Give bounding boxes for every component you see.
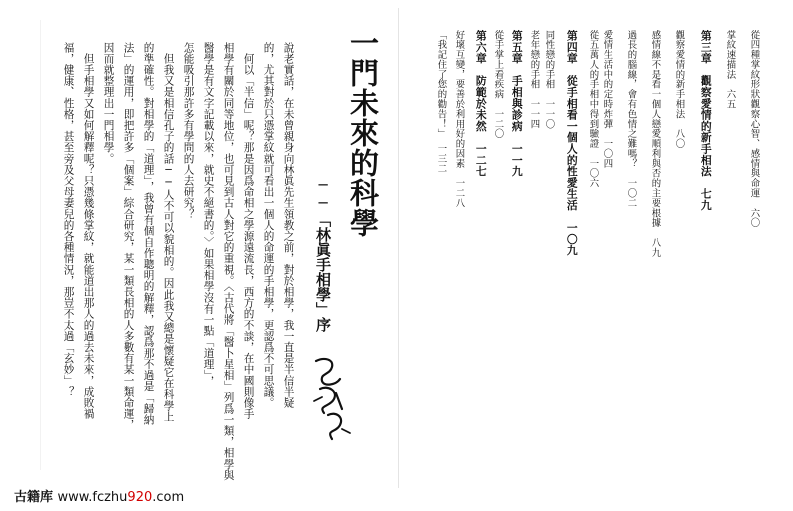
chapter-label: 第三章	[699, 30, 713, 64]
body-column: 但手相學又如何解釋呢？只憑幾條掌紋，就能道出那人的過去未來，成敗禍	[82, 42, 95, 420]
chapter-title: 觀察愛情的新手相法 七九	[699, 75, 713, 211]
page-edge	[40, 20, 41, 470]
body-column: 福，健康、性格，甚至旁及父母妻兒的各種情況，那豈不太過「玄妙」？	[62, 42, 75, 398]
toc-item: 掌紋速描法 六五	[724, 30, 736, 110]
url-accent: 920	[127, 490, 153, 505]
toc-chapter	[566, 30, 577, 256]
body-column: 說老實話，在未曾親身向林眞先生領教之前，對於相學，我一直是半信半疑	[282, 42, 295, 409]
site-footer	[14, 486, 184, 506]
author-signature	[306, 355, 356, 445]
site-name: 古籍库	[14, 490, 54, 505]
toc-item: 感情線不是看一個人戀愛順利與否的主要根據 八九	[649, 30, 661, 258]
url-suffix: .com	[152, 490, 185, 505]
chapter-label: 第四章	[565, 30, 579, 64]
toc-item: 同性戀的手相 一一〇	[543, 30, 555, 129]
site-url[interactable]	[58, 490, 185, 505]
body-column: 法」的運用，即把許多「個案」綜合研究，某一類長相的人多數有某一類命運，	[122, 42, 135, 431]
body-column: 因而就整理出一門相學。	[102, 42, 115, 165]
book-fold	[398, 8, 399, 488]
chapter-label: 第五章	[510, 30, 524, 64]
preface-title: 一門未來的科學	[346, 28, 380, 238]
chapter-label: 第六章	[474, 30, 488, 64]
preface-label: 序	[314, 317, 332, 332]
toc-item: 觀察愛情的新手相法 八〇	[673, 30, 685, 149]
body-column: 的，尤其對於只憑掌紋就可看出一個人的命運的手相學，更認爲不可思議。	[262, 42, 275, 409]
toc-item: 老年戀的手相 一一四	[528, 30, 540, 129]
toc-item: 過長的腦線，會有色情之難嗎？ 一〇二	[625, 30, 637, 209]
book-title: 「林眞手相學」	[314, 212, 332, 317]
body-column: 相學有關於同等地位，也可見到古人對它的重視。〈古代將「醫卜星相」列爲一類，相學與	[222, 42, 235, 481]
chapter-title: 防範於未然 一二七	[474, 75, 488, 177]
body-column: 何以「半信」呢？那是因爲命相之學源遠流長，西方的不談，在中國則像手	[242, 42, 255, 420]
toc-item: 從手掌上看疾病 一二〇	[492, 30, 504, 139]
body-column: 但我又是相信孔子的話──人不可以貌相的。因此我又總是懷疑它在科學上	[162, 42, 175, 423]
body-column: 的準確性。對相學的「道理」，我曾有個自作聰明的解釋，認爲那不過是「歸納	[142, 42, 155, 426]
toc-chapter	[475, 30, 486, 177]
toc-item: 「我記住了您的勸告！」 一三二	[435, 30, 447, 174]
preface-subtitle	[315, 176, 330, 332]
chapter-title: 手相與診病 一一九	[510, 75, 524, 177]
toc-item: 好壞互變，要善於利用好的因素 一二八	[453, 30, 465, 209]
body-column: 怎能吸引那許多有學問的人去研究？	[182, 42, 195, 220]
body-column: 醫學是有文字記載以來，就史不絕書的。〉如果相學沒有一點「道理」，	[202, 42, 215, 387]
url-prefix: www.fczhu	[57, 490, 128, 505]
toc-item: 從五萬人的手相中得到驗證 一〇六	[587, 30, 599, 189]
toc-chapter	[511, 30, 522, 177]
chapter-title: 從手相看一個人的性愛生活 一〇九	[565, 75, 579, 257]
toc-chapter	[700, 30, 711, 211]
title-dash: ──	[314, 176, 332, 212]
toc-item: 從四種掌紋形狀觀察心智、感情與命運 六〇	[748, 30, 760, 228]
toc-item: 愛情生活中的定時炸彈 一〇四	[601, 30, 613, 169]
